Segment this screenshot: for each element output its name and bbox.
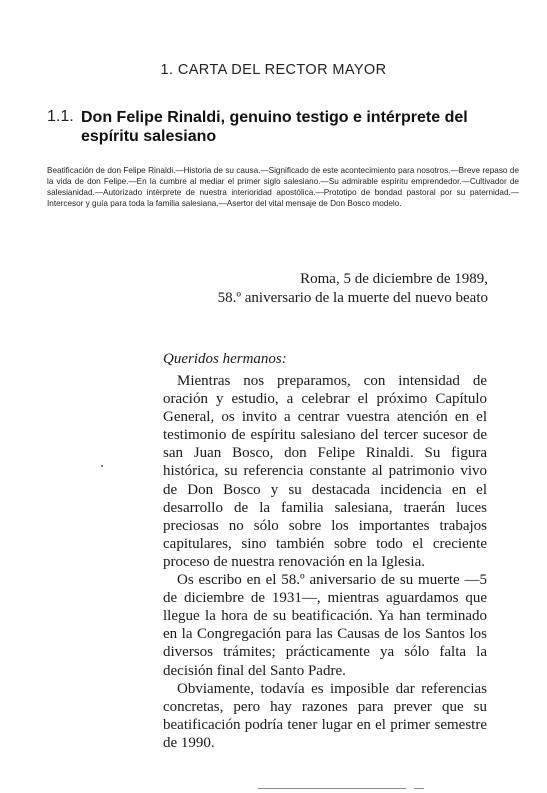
scan-speck [101,465,103,467]
dateline [218,270,488,308]
chapter-heading: 1. CARTA DEL RECTOR MAYOR [160,62,387,78]
letter-greeting: Queridos hermanos: [163,351,287,367]
dateline-anniversary: 58.º aniversario de la muerte del nuevo beato [217,290,488,306]
section-title: Don Felipe Rinaldi, genuino testigo e intérprete del espíritu salesiano [81,109,468,145]
letter-body [163,372,487,752]
section-summary: Beatificación de don Felipe Rinaldi.—Historia de su causa.—Significado de este acontecimiento para nosotros.—Breve repaso de la vida de don Felipe.—En la cumbre al mediar el primer siglo salesiano.—Su admirable espíritu emprendedor.—Cultivador de salesianidad.—Autorizado intérprete de nuestra interioridad apostólica.—Prototipo de bondad pastoral por su paternidad.—Intercesor y guía para toda la familia salesiana.—Asertor del vital mensaje de Don Bosco modelo. [47,166,519,208]
section-number: 1.1. [47,108,74,125]
dateline-place-date: Roma, 5 de diciembre de 1989, [300,271,488,287]
footer-rule-dash [414,788,424,789]
footer-rule [258,788,406,789]
body-paragraph: Os escribo en el 58.º aniversario de su muerte —5 de diciembre de 1931—, mientras aguardamos que llegue la hora de su beatificación. Ya han terminado en la Congregación para las Causas de los Santos los diversos trámites; prácticamente ya sólo falta la decisión final del Santo Padre. [163,572,487,679]
body-paragraph: Obviamente, todavía es imposible dar referencias concretas, pero hay razones para prever que su beatificación podría tener lugar en el primer semestre de 1990. [163,680,487,751]
body-paragraph: Mientras nos preparamos, con intensidad de oración y estudio, a celebrar el próximo Capítulo General, os invito a centrar vuestra atención en el testimonio de espíritu salesiano del tercer sucesor de san Juan Bosco, don Felipe Rinaldi. Su figura histórica, su referencia constante al patrimonio vivo de Don Bosco y su destacada incidencia en el desarrollo de la familia salesiana, traerán luces preciosas no sólo sobre los importantes trabajos capitulares, sino también sobre todo el creciente proceso de nuestra renovación en la Iglesia. [163,373,487,570]
